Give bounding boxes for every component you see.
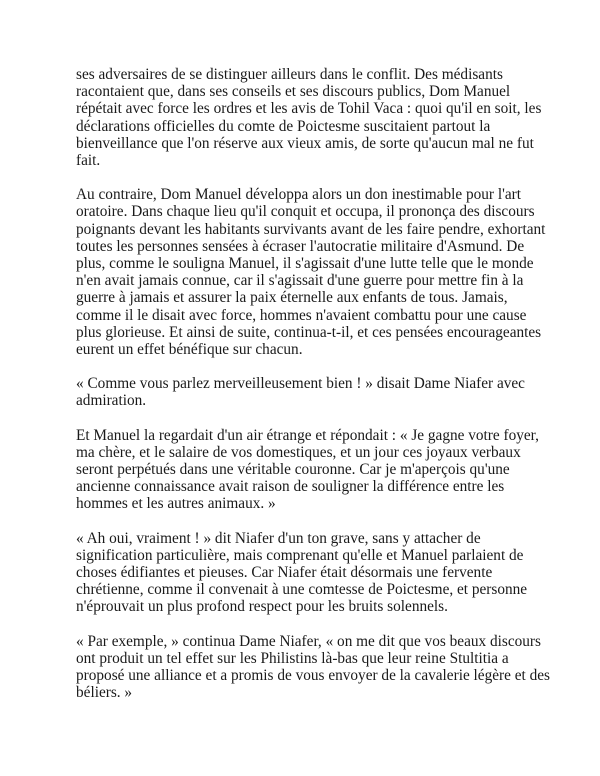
paragraph-6: « Par exemple, » continua Dame Niafer, « on me dit que vos beaux discours ont produit un tel effet sur les Philistins là-bas que leur reine Stultitia a proposé une alliance et a promis de vous envoyer de la cavalerie légère et des béliers. »	[76, 632, 550, 702]
paragraph-5: « Ah oui, vraiment ! » dit Niafer d'un ton grave, sans y attacher de signification particulière, mais comprenant qu'elle et Manuel parlaient de choses édifiantes et pieuses. Car Niafer était désormais une fervente chrétienne, comme il convenait à une comtesse de Poictesme, et personne n'éprouvait un plus profond respect pour les bruits solennels.	[76, 529, 528, 616]
paragraph-4: Et Manuel la regardait d'un air étrange et répondait : « Je gagne votre foyer, ma chère, et le salaire de vos domestiques, et un jour ces joyaux verbaux seront perpétués dans une véritable couronne. Car je m'aperçois qu'une ancienne connaissance avait raison de souligner la différence entre les hommes et les autres animaux. »	[76, 426, 539, 513]
paragraph-2: Au contraire, Dom Manuel développa alors un don inestimable pour l'art oratoire. Dans chaque lieu qu'il conquit et occupa, il prononça des discours poignants devant les habitants survivants avant de les faire pendre, exhortant toutes les personnes sensées à écraser l'autocratie militaire d'Asmund. De plus, comme le souligna Manuel, il s'agissait d'une lutte telle que le monde n'en avait jamais connue, car il s'agissait d'une guerre pour mettre fin à la guerre à jamais et assurer la paix éternelle aux enfants de tous. Jamais, comme il le disait avec force, hommes n'avaient combattu pour une cause plus glorieuse. Et ainsi de suite, continua-t-il, et ces pensées encourageantes eurent un effet bénéfique sur chacun.	[76, 186, 546, 359]
document-page	[76, 66, 552, 719]
paragraph-3: « Comme vous parlez merveilleusement bien ! » disait Dame Niafer avec admiration.	[76, 375, 525, 410]
paragraph-1: ses adversaires de se distinguer ailleurs dans le conflit. Des médisants racontaient que, dans ses conseils et ses discours publics, Dom Manuel répétait avec force les ordres et les avis de Tohil Vaca : quoi qu'il en soit, les déclarations officielles du comte de Poictesme suscitaient partout la bienveillance que l'on réserve aux vieux amis, de sorte qu'aucun mal ne fut fait.	[76, 66, 542, 170]
